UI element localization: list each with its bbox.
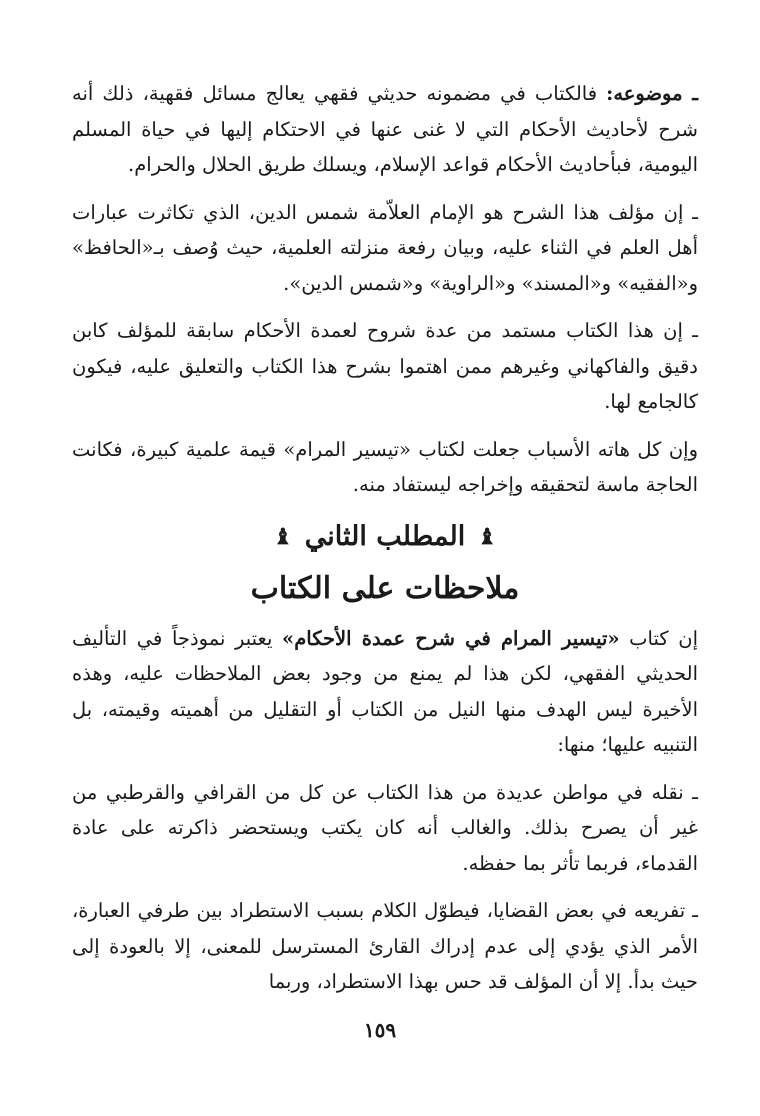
subject-lead: ـ موضوعه: bbox=[606, 82, 698, 105]
paragraph-sources: ـ إن هذا الكتاب مستمد من عدة شروح لعمدة الأحكام سابقة للمؤلف كابن دقيق والفاكهاني وغيرهم ممن اهتموا بشرح هذا الكتاب والتعليق عليه، فيكون كالجامع لها. bbox=[72, 319, 698, 413]
ornament-right-icon: ♝ bbox=[477, 523, 497, 550]
section-heading-wrap bbox=[72, 515, 698, 559]
paragraph-author: ـ إن مؤلف هذا الشرح هو الإمام العلاّمة شمس الدين، الذي تكاثرت عبارات أهل العلم في الثناء عليه، وبيان رفعة منزلته العلمية، حيث وُصف بـ«الحافظ» و«الفقيه» و«المسند» و«الراوية» و«شمس الدين». bbox=[72, 200, 698, 295]
subject-text: فالكتاب في مضمونه حديثي فقهي يعالج مسائل فقهية، ذلك أنه شرح لأحاديث الأحكام التي لا غنى عنها في الاحتكام إليها في حياة المسلم اليومية، فبأحاديث الأحكام قواعد الإسلام، ويسلك طريق الحلال والحرام. bbox=[72, 82, 698, 176]
main-title: ملاحظات على الكتاب bbox=[250, 570, 520, 606]
section-heading-text: المطلب الثاني bbox=[304, 520, 466, 552]
ornament-left-icon: ♝ bbox=[273, 523, 293, 550]
page-body bbox=[72, 76, 698, 1012]
intro-before: إن كتاب bbox=[619, 626, 698, 650]
intro-book-title: «تيسير المرام في شرح عمدة الأحكام» bbox=[282, 626, 620, 650]
section-heading bbox=[273, 515, 497, 559]
paragraph-subject bbox=[72, 76, 698, 183]
paragraph-intro bbox=[72, 621, 698, 763]
paragraph-digression: ـ تفريعه في بعض القضايا، فيطوّل الكلام بسبب الاستطراد بين طرفي العبارة، الأمر الذي يؤدي إلى عدم إدراك القارئ المسترسل للمعنى، إلا بالعودة إلى حيث بدأ. إلا أن المؤلف قد حس بهذا الاستطراد، وربما bbox=[72, 899, 698, 993]
page-number: ١٥٩ bbox=[363, 1018, 397, 1042]
paragraph-quoting: ـ نقله في مواطن عديدة من هذا الكتاب عن كل من القرافي والقرطبي من غير أن يصرح بذلك. والغالب أنه كان يكتب ويستحضر ذاكرته على عادة القدماء، فربما تأثر بما حفظه. bbox=[72, 780, 698, 875]
intro-after: يعتبر نموذجاً في التأليف الحديثي الفقهي، لكن هذا لم يمنع من وجود بعض الملاحظات عليه، وهذه الأخيرة ليس الهدف منها النيل من الكتاب أو التقليل من أهميته وقيمته، بل التنبيه عليها؛ منها: bbox=[72, 626, 698, 756]
paragraph-conclusion: وإن كل هاته الأسباب جعلت لكتاب «تيسير المرام» قيمة علمية كبيرة، فكانت الحاجة ماسة لتحقيقه وإخراجه ليستفاد منه. bbox=[72, 437, 698, 496]
